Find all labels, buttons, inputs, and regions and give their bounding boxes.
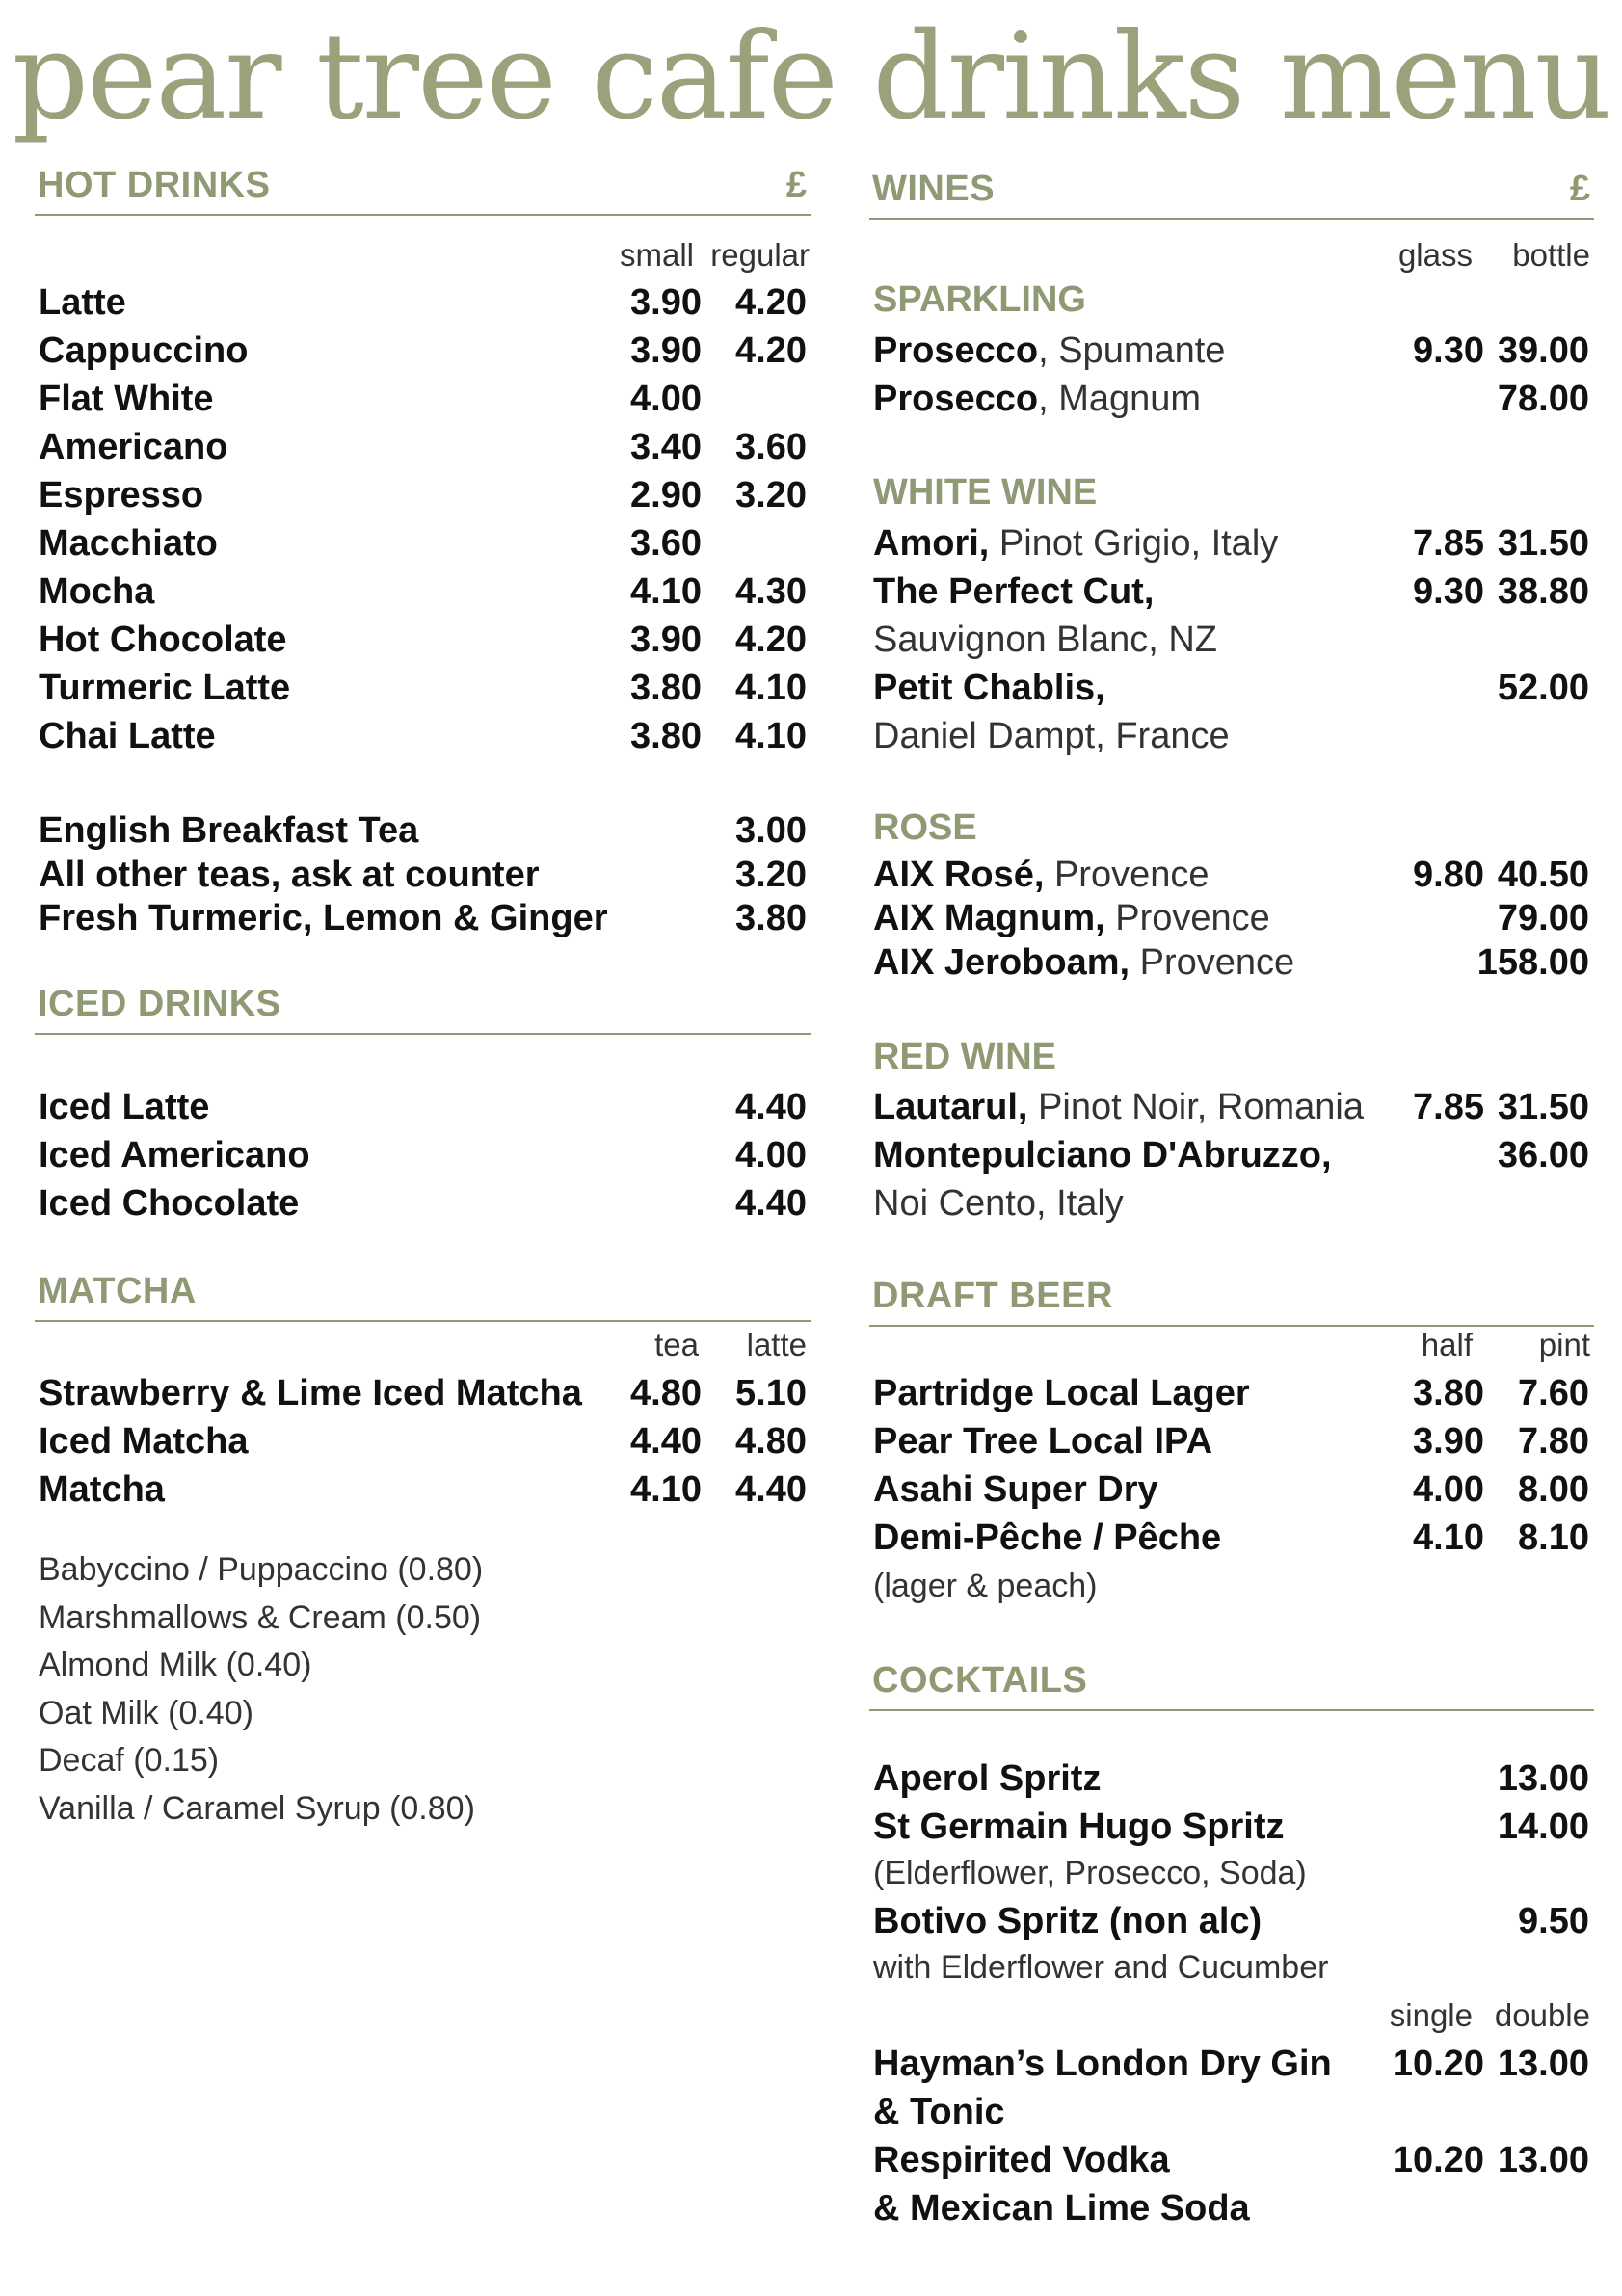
col-single-label: single xyxy=(1389,1997,1473,2033)
price-latte: 5.10 xyxy=(735,1373,807,1413)
price-single: 10.20 xyxy=(1392,2140,1484,2180)
price: 13.00 xyxy=(1497,1758,1589,1799)
price-pint: 8.10 xyxy=(1518,1517,1589,1558)
menu-item xyxy=(873,1898,1592,1944)
cocktails-heading: COCKTAILS xyxy=(872,1660,1088,1701)
menu-item xyxy=(873,1515,1592,1561)
menu-item xyxy=(873,376,1592,422)
item-text xyxy=(873,895,1270,941)
menu-item xyxy=(39,424,810,470)
item-desc: Pinot Grigio, Italy xyxy=(989,523,1279,564)
item-name: Iced Latte xyxy=(39,1087,210,1127)
price-regular: 3.20 xyxy=(735,475,807,515)
price-bottle: 36.00 xyxy=(1497,1135,1589,1175)
price-small: 3.40 xyxy=(630,427,702,467)
price-bottle: 52.00 xyxy=(1497,668,1589,708)
extra-item: Babyccino / Puppaccino (0.80) xyxy=(39,1551,484,1588)
extra-item: Vanilla / Caramel Syrup (0.80) xyxy=(39,1789,475,1827)
item-desc: (Elderflower, Prosecco, Soda) xyxy=(873,1855,1307,1891)
menu-item xyxy=(873,939,1592,986)
item-name: Botivo Spritz (non alc) xyxy=(873,1901,1263,1941)
menu-item xyxy=(39,895,810,941)
menu-item xyxy=(873,665,1592,711)
price: 3.20 xyxy=(735,855,807,895)
price-half: 4.00 xyxy=(1413,1469,1484,1510)
price-small: 3.90 xyxy=(630,282,702,323)
price-pint: 7.60 xyxy=(1518,1373,1589,1413)
item-name: Macchiato xyxy=(39,523,218,564)
item-desc: (lager & peach) xyxy=(873,1568,1098,1604)
menu-item xyxy=(39,665,810,711)
item-name: St Germain Hugo Spritz xyxy=(873,1807,1285,1847)
item-name: Hayman’s London Dry Gin xyxy=(873,2044,1332,2084)
item-desc: Provence xyxy=(1104,898,1270,938)
item-name: Prosecco xyxy=(873,379,1039,419)
col-pint-label: pint xyxy=(1538,1327,1590,1362)
item-text xyxy=(873,939,1294,986)
item-name: Iced Americano xyxy=(39,1135,310,1175)
price-regular: 4.20 xyxy=(735,282,807,323)
item-desc: Sauvignon Blanc, NZ xyxy=(873,620,1217,660)
price-glass: 9.30 xyxy=(1413,330,1484,371)
menu-item xyxy=(873,1418,1592,1465)
price-tea: 4.80 xyxy=(630,1373,702,1413)
menu-item xyxy=(873,568,1592,615)
item-text xyxy=(873,520,1278,567)
iced-drinks-heading: ICED DRINKS xyxy=(38,984,281,1024)
price-small: 3.80 xyxy=(630,716,702,756)
item-name: Flat White xyxy=(39,379,214,419)
item-name: Matcha xyxy=(39,1469,165,1510)
price-pint: 7.80 xyxy=(1518,1421,1589,1462)
item-text xyxy=(873,328,1225,374)
draft-beer-heading: DRAFT BEER xyxy=(872,1276,1113,1316)
price-bottle: 79.00 xyxy=(1497,898,1589,938)
col-half-label: half xyxy=(1421,1327,1473,1362)
price-regular: 4.10 xyxy=(735,716,807,756)
iced-drinks-header xyxy=(35,984,811,1035)
menu-item xyxy=(39,1370,810,1416)
item-desc: Provence xyxy=(1130,942,1295,983)
menu-item xyxy=(873,1132,1592,1178)
extra-item: Almond Milk (0.40) xyxy=(39,1647,312,1683)
item-name: The Perfect Cut, xyxy=(873,571,1155,612)
item-desc: , Spumante xyxy=(1038,330,1226,371)
menu-item-line2 xyxy=(873,1850,1592,1896)
item-name: English Breakfast Tea xyxy=(39,810,419,851)
red-wine-heading: RED WINE xyxy=(873,1037,1056,1077)
price-glass: 7.85 xyxy=(1413,523,1484,564)
menu-item xyxy=(873,1084,1592,1130)
item-name: Amori, xyxy=(873,523,990,564)
item-name: Petit Chablis, xyxy=(873,668,1105,708)
item-desc: Pinot Noir, Romania xyxy=(1027,1087,1364,1127)
menu-item xyxy=(39,1418,810,1465)
item-name: Latte xyxy=(39,282,126,323)
price-half: 3.90 xyxy=(1413,1421,1484,1462)
item-name: Hot Chocolate xyxy=(39,620,287,660)
item-name: Demi-Pêche / Pêche xyxy=(873,1517,1222,1558)
item-name-line2: & Tonic xyxy=(873,2092,1005,2132)
item-name: Pear Tree Local IPA xyxy=(873,1421,1213,1462)
menu-item-line2 xyxy=(873,1180,1592,1227)
hot-drinks-heading: HOT DRINKS xyxy=(38,165,271,205)
menu-item xyxy=(873,1755,1592,1802)
item-desc: Daniel Dampt, France xyxy=(873,716,1230,756)
menu-item xyxy=(873,520,1592,567)
menu-item xyxy=(873,1466,1592,1513)
extra-item: Marshmallows & Cream (0.50) xyxy=(39,1598,482,1636)
item-name: Cappuccino xyxy=(39,330,249,371)
menu-item-line2 xyxy=(873,2089,1592,2135)
price-regular: 3.60 xyxy=(735,427,807,467)
item-name: Turmeric Latte xyxy=(39,668,291,708)
item-desc: , Magnum xyxy=(1038,379,1202,419)
item-name: All other teas, ask at counter xyxy=(39,855,540,895)
menu-item xyxy=(39,568,810,615)
item-name: Partridge Local Lager xyxy=(873,1373,1250,1413)
price-glass: 9.30 xyxy=(1413,571,1484,612)
rose-heading: ROSE xyxy=(873,807,977,848)
price-small: 4.00 xyxy=(630,379,702,419)
item-name: Aperol Spritz xyxy=(873,1758,1102,1799)
price: 3.80 xyxy=(735,898,807,938)
sparkling-heading: SPARKLING xyxy=(873,279,1086,320)
menu-item xyxy=(873,895,1592,941)
price-tea: 4.40 xyxy=(630,1421,702,1462)
menu-item-line2 xyxy=(873,1944,1592,1991)
menu-item xyxy=(873,2041,1592,2087)
price-half: 3.80 xyxy=(1413,1373,1484,1413)
item-name: Americano xyxy=(39,427,228,467)
item-desc: Noi Cento, Italy xyxy=(873,1183,1124,1224)
price: 4.40 xyxy=(735,1087,807,1127)
col-latte-label: latte xyxy=(746,1327,807,1362)
price-latte: 4.40 xyxy=(735,1469,807,1510)
extras-list xyxy=(39,1546,483,1833)
price-double: 13.00 xyxy=(1497,2044,1589,2084)
menu-item xyxy=(39,472,810,518)
draft-beer-header xyxy=(869,1276,1594,1327)
price-bottle: 78.00 xyxy=(1497,379,1589,419)
menu-item xyxy=(39,1180,810,1227)
price-small: 4.10 xyxy=(630,571,702,612)
white-wine-heading: WHITE WINE xyxy=(873,472,1098,513)
item-text xyxy=(873,852,1209,898)
item-name: Strawberry & Lime Iced Matcha xyxy=(39,1373,582,1413)
price-single: 10.20 xyxy=(1392,2044,1484,2084)
price-bottle: 40.50 xyxy=(1497,855,1589,895)
menu-item xyxy=(39,376,810,422)
menu-item-line2 xyxy=(873,617,1592,663)
menu-item xyxy=(39,617,810,663)
menu-item xyxy=(39,1132,810,1178)
item-name: Iced Matcha xyxy=(39,1421,249,1462)
item-text xyxy=(873,1084,1364,1130)
price: 9.50 xyxy=(1518,1901,1589,1941)
item-desc: with Elderflower and Cucumber xyxy=(873,1949,1329,1986)
extra-item: Decaf (0.15) xyxy=(39,1742,220,1779)
wines-header xyxy=(869,169,1594,220)
item-name: Espresso xyxy=(39,475,204,515)
price-double: 13.00 xyxy=(1497,2140,1589,2180)
menu-item xyxy=(39,1466,810,1513)
price-bottle: 38.80 xyxy=(1497,571,1589,612)
menu-item xyxy=(873,1804,1592,1850)
menu-item xyxy=(39,713,810,759)
price-glass: 7.85 xyxy=(1413,1087,1484,1127)
col-glass-label: glass xyxy=(1397,237,1473,273)
price-latte: 4.80 xyxy=(735,1421,807,1462)
price-regular: 4.30 xyxy=(735,571,807,612)
item-name: AIX Jeroboam, xyxy=(873,942,1130,983)
menu-item-line2 xyxy=(873,1563,1592,1609)
item-name-line2: & Mexican Lime Soda xyxy=(873,2188,1250,2229)
menu-item-line2 xyxy=(873,713,1592,759)
col-small-label: small xyxy=(619,237,694,273)
price-bottle: 31.50 xyxy=(1497,523,1589,564)
price-regular: 4.20 xyxy=(735,620,807,660)
price-small: 3.60 xyxy=(630,523,702,564)
menu-item xyxy=(39,279,810,326)
price: 3.00 xyxy=(735,810,807,851)
price-regular: 4.10 xyxy=(735,668,807,708)
price: 4.40 xyxy=(735,1183,807,1224)
item-name: Chai Latte xyxy=(39,716,216,756)
matcha-heading: MATCHA xyxy=(38,1271,197,1311)
currency-symbol: £ xyxy=(1569,169,1590,209)
item-name: Asahi Super Dry xyxy=(873,1469,1158,1510)
menu-item xyxy=(873,2137,1592,2183)
item-name: Mocha xyxy=(39,571,155,612)
item-name: Fresh Turmeric, Lemon & Ginger xyxy=(39,898,608,938)
price-half: 4.10 xyxy=(1413,1517,1484,1558)
item-name: AIX Magnum, xyxy=(873,898,1105,938)
price-pint: 8.00 xyxy=(1518,1469,1589,1510)
item-name: Respirited Vodka xyxy=(873,2140,1170,2180)
menu-item xyxy=(39,520,810,567)
price-small: 2.90 xyxy=(630,475,702,515)
item-desc: Provence xyxy=(1044,855,1210,895)
extra-item: Oat Milk (0.40) xyxy=(39,1694,253,1731)
col-regular-label: regular xyxy=(710,237,810,273)
matcha-header xyxy=(35,1271,811,1322)
price-glass: 9.80 xyxy=(1413,855,1484,895)
hot-drinks-header xyxy=(35,165,811,216)
col-double-label: double xyxy=(1494,1997,1590,2033)
item-name: Prosecco xyxy=(873,330,1039,371)
item-name: Lautarul, xyxy=(873,1087,1028,1127)
price: 4.00 xyxy=(735,1135,807,1175)
price-bottle: 31.50 xyxy=(1497,1087,1589,1127)
currency-symbol: £ xyxy=(785,165,807,205)
menu-item xyxy=(39,328,810,374)
item-name: Iced Chocolate xyxy=(39,1183,300,1224)
menu-item xyxy=(39,852,810,898)
menu-item xyxy=(39,807,810,854)
price-regular: 4.20 xyxy=(735,330,807,371)
menu-title: pear tree cafe drinks menu xyxy=(12,8,1610,146)
price-small: 3.80 xyxy=(630,668,702,708)
menu-item xyxy=(873,852,1592,898)
col-bottle-label: bottle xyxy=(1512,237,1590,273)
menu-item-line2 xyxy=(873,2185,1592,2231)
item-name: Montepulciano D'Abruzzo, xyxy=(873,1135,1332,1175)
price-small: 3.90 xyxy=(630,330,702,371)
wines-heading: WINES xyxy=(872,169,996,209)
col-tea-label: tea xyxy=(654,1327,699,1362)
menu-item xyxy=(39,1084,810,1130)
price-tea: 4.10 xyxy=(630,1469,702,1510)
cocktails-header xyxy=(869,1660,1594,1711)
item-name: AIX Rosé, xyxy=(873,855,1045,895)
item-text xyxy=(873,376,1201,422)
menu-item xyxy=(873,328,1592,374)
menu-item xyxy=(873,1370,1592,1416)
price: 14.00 xyxy=(1497,1807,1589,1847)
price-bottle: 158.00 xyxy=(1476,942,1589,983)
price-bottle: 39.00 xyxy=(1497,330,1589,371)
price-small: 3.90 xyxy=(630,620,702,660)
